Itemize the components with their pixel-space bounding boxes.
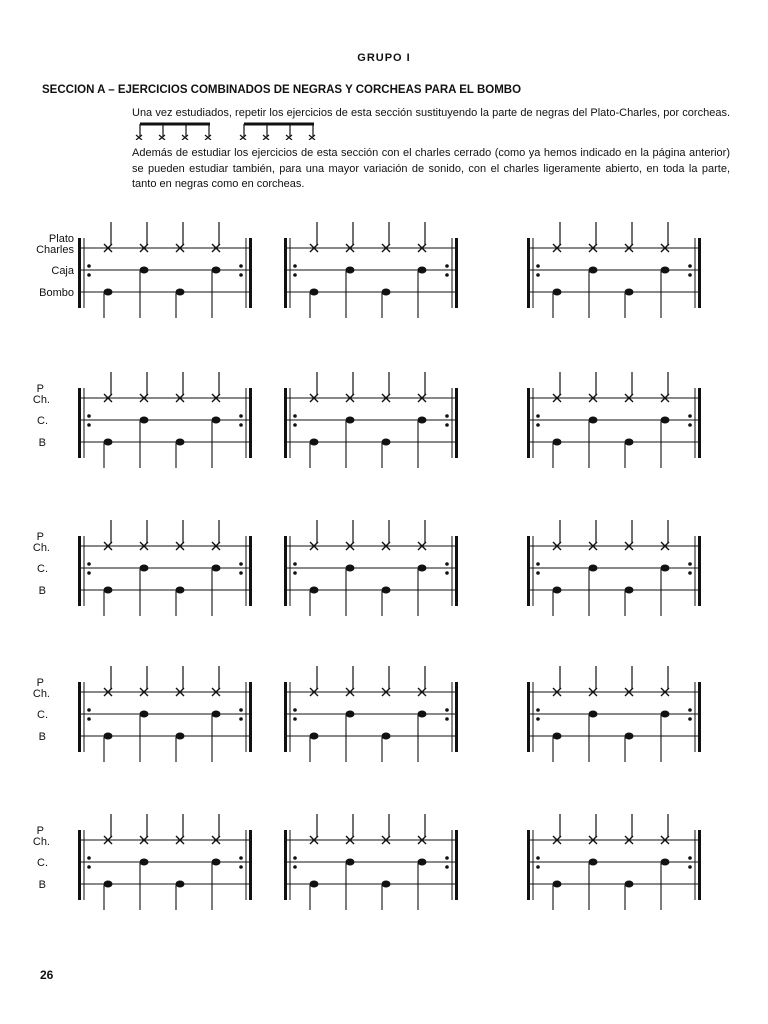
exercise-staff: [78, 666, 252, 762]
bass-drum-note: [310, 439, 319, 446]
label-charles: Charles: [36, 244, 74, 256]
instruction-paragraph-2: Además de estudiar los ejercicios de esta sección con el charles cerrado (como ya hemos indicado en la página anterior) se pueden estudiar también, para una mayor variación de sonido, con el charles ligeramente abierto, en toda la parte, tanto en negras como en corcheas.: [132, 147, 730, 190]
bass-drum-note: [104, 733, 113, 740]
label-p: P: [36, 383, 44, 395]
repeat-dot: [87, 865, 91, 869]
snare-note: [140, 859, 149, 866]
snare-note: [140, 417, 149, 424]
repeat-dot: [688, 264, 692, 268]
snare-note: [418, 859, 427, 866]
instruction-text-1: Una vez estudiados, repetir los ejercicios de esta sección sustituyendo la parte de negras del Plato-Charles, por corcheas.: [132, 107, 730, 119]
bass-drum-note: [553, 881, 562, 888]
repeat-dot: [239, 562, 243, 566]
repeat-dot: [293, 865, 297, 869]
repeat-dot: [536, 571, 540, 575]
repeat-dot: [445, 708, 449, 712]
repeat-dot: [293, 273, 297, 277]
exercise-staff: [527, 222, 701, 318]
snare-note: [661, 417, 670, 424]
repeat-dot: [87, 264, 91, 268]
bass-drum-note: [310, 733, 319, 740]
repeat-dot: [536, 717, 540, 721]
bass-drum-note: [625, 881, 634, 888]
repeat-dot: [87, 571, 91, 575]
label-p: P: [36, 825, 44, 837]
repeat-dot: [445, 423, 449, 427]
snare-note: [346, 565, 355, 572]
label-c: C.: [37, 415, 48, 427]
section-heading: SECCION A – EJERCICIOS COMBINADOS DE NEGRAS Y CORCHEAS PARA EL BOMBO: [42, 84, 522, 96]
repeat-dot: [87, 273, 91, 277]
snare-note: [661, 267, 670, 274]
repeat-dot: [293, 414, 297, 418]
snare-note: [212, 565, 221, 572]
snare-note: [661, 859, 670, 866]
bass-drum-note: [310, 881, 319, 888]
bass-drum-note: [176, 439, 185, 446]
snare-note: [661, 565, 670, 572]
snare-note: [589, 711, 598, 718]
page-number: 26: [40, 968, 54, 982]
snare-note: [212, 859, 221, 866]
repeat-dot: [445, 562, 449, 566]
repeat-dot: [536, 423, 540, 427]
repeat-dot: [293, 856, 297, 860]
bass-drum-note: [310, 289, 319, 296]
repeat-dot: [536, 562, 540, 566]
exercise-staff: [78, 222, 252, 318]
staff-labels: [36, 233, 75, 299]
repeat-dot: [536, 708, 540, 712]
repeat-dot: [445, 273, 449, 277]
bass-drum-note: [382, 587, 391, 594]
repeat-dot: [239, 273, 243, 277]
exercise-staff: [78, 520, 252, 616]
staff-labels: [33, 825, 50, 891]
bass-drum-note: [625, 733, 634, 740]
label-p: P: [36, 677, 44, 689]
label-b: B: [38, 879, 46, 891]
repeat-dot: [536, 273, 540, 277]
repeat-dot: [688, 273, 692, 277]
exercise-staff: [527, 520, 701, 616]
bass-drum-note: [382, 733, 391, 740]
snare-note: [346, 859, 355, 866]
label-b: B: [38, 731, 46, 743]
snare-note: [661, 711, 670, 718]
bass-drum-note: [176, 289, 185, 296]
label-caja: Caja: [51, 265, 74, 277]
bass-drum-note: [553, 733, 562, 740]
repeat-dot: [239, 856, 243, 860]
snare-note: [140, 711, 149, 718]
label-c: C.: [37, 857, 48, 869]
repeat-dot: [239, 717, 243, 721]
exercise-staff: [284, 814, 458, 910]
repeat-dot: [445, 717, 449, 721]
repeat-dot: [87, 423, 91, 427]
repeat-dot: [688, 865, 692, 869]
bass-drum-note: [553, 439, 562, 446]
bass-drum-note: [104, 587, 113, 594]
repeat-dot: [293, 562, 297, 566]
repeat-dot: [293, 571, 297, 575]
exercise-staff: [284, 222, 458, 318]
snare-note: [346, 267, 355, 274]
bass-drum-note: [625, 439, 634, 446]
bass-drum-note: [104, 439, 113, 446]
bass-drum-note: [382, 289, 391, 296]
repeat-dot: [293, 717, 297, 721]
repeat-dot: [536, 414, 540, 418]
repeat-dot: [87, 562, 91, 566]
exercise-staff: [284, 666, 458, 762]
label-ch: Ch.: [32, 542, 50, 554]
repeat-dot: [688, 708, 692, 712]
repeat-dot: [293, 423, 297, 427]
repeat-dot: [239, 571, 243, 575]
repeat-dot: [688, 562, 692, 566]
snare-note: [589, 267, 598, 274]
repeat-dot: [239, 865, 243, 869]
repeat-dot: [536, 856, 540, 860]
snare-note: [418, 711, 427, 718]
label-p: P: [36, 531, 44, 543]
label-ch: Ch.: [32, 688, 50, 700]
repeat-dot: [445, 865, 449, 869]
label-plato: Plato: [48, 233, 74, 245]
repeat-dot: [293, 264, 297, 268]
snare-note: [140, 565, 149, 572]
staff-labels: [33, 677, 50, 743]
repeat-dot: [536, 264, 540, 268]
repeat-dot: [239, 414, 243, 418]
repeat-dot: [87, 717, 91, 721]
bass-drum-note: [104, 289, 113, 296]
snare-note: [589, 565, 598, 572]
bass-drum-note: [310, 587, 319, 594]
exercise-staff: [78, 814, 252, 910]
snare-note: [346, 711, 355, 718]
repeat-dot: [445, 571, 449, 575]
snare-note: [418, 267, 427, 274]
bass-drum-note: [625, 289, 634, 296]
repeat-dot: [536, 865, 540, 869]
bass-drum-note: [104, 881, 113, 888]
snare-note: [212, 711, 221, 718]
snare-note: [418, 417, 427, 424]
label-c: C.: [37, 563, 48, 575]
bass-drum-note: [553, 289, 562, 296]
repeat-dot: [688, 856, 692, 860]
exercise-staff: [527, 372, 701, 468]
label-c: C.: [37, 709, 48, 721]
repeat-dot: [445, 414, 449, 418]
repeat-dot: [87, 856, 91, 860]
label-b: B: [38, 585, 46, 597]
repeat-dot: [239, 264, 243, 268]
bass-drum-note: [382, 881, 391, 888]
snare-note: [589, 417, 598, 424]
snare-note: [212, 267, 221, 274]
snare-note: [212, 417, 221, 424]
repeat-dot: [688, 423, 692, 427]
bass-drum-note: [625, 587, 634, 594]
bass-drum-note: [176, 733, 185, 740]
snare-note: [346, 417, 355, 424]
repeat-dot: [239, 708, 243, 712]
repeat-dot: [688, 717, 692, 721]
repeat-dot: [87, 414, 91, 418]
label-bombo: Bombo: [39, 287, 74, 299]
exercise-staff: [527, 666, 701, 762]
label-b: B: [38, 437, 46, 449]
snare-note: [418, 565, 427, 572]
repeat-dot: [445, 856, 449, 860]
snare-note: [589, 859, 598, 866]
bass-drum-note: [382, 439, 391, 446]
repeat-dot: [87, 708, 91, 712]
repeat-dot: [239, 423, 243, 427]
exercise-staff: [78, 372, 252, 468]
exercise-staff: [284, 372, 458, 468]
repeat-dot: [688, 414, 692, 418]
exercise-staff: [527, 814, 701, 910]
label-ch: Ch.: [32, 836, 50, 848]
staff-labels: [33, 383, 50, 449]
bass-drum-note: [553, 587, 562, 594]
page-title: GRUPO I: [357, 52, 411, 64]
snare-note: [140, 267, 149, 274]
bass-drum-note: [176, 881, 185, 888]
repeat-dot: [445, 264, 449, 268]
repeat-dot: [688, 571, 692, 575]
exercise-staff: [284, 520, 458, 616]
staff-labels: [33, 531, 50, 597]
bass-drum-note: [176, 587, 185, 594]
repeat-dot: [293, 708, 297, 712]
label-ch: Ch.: [32, 394, 50, 406]
